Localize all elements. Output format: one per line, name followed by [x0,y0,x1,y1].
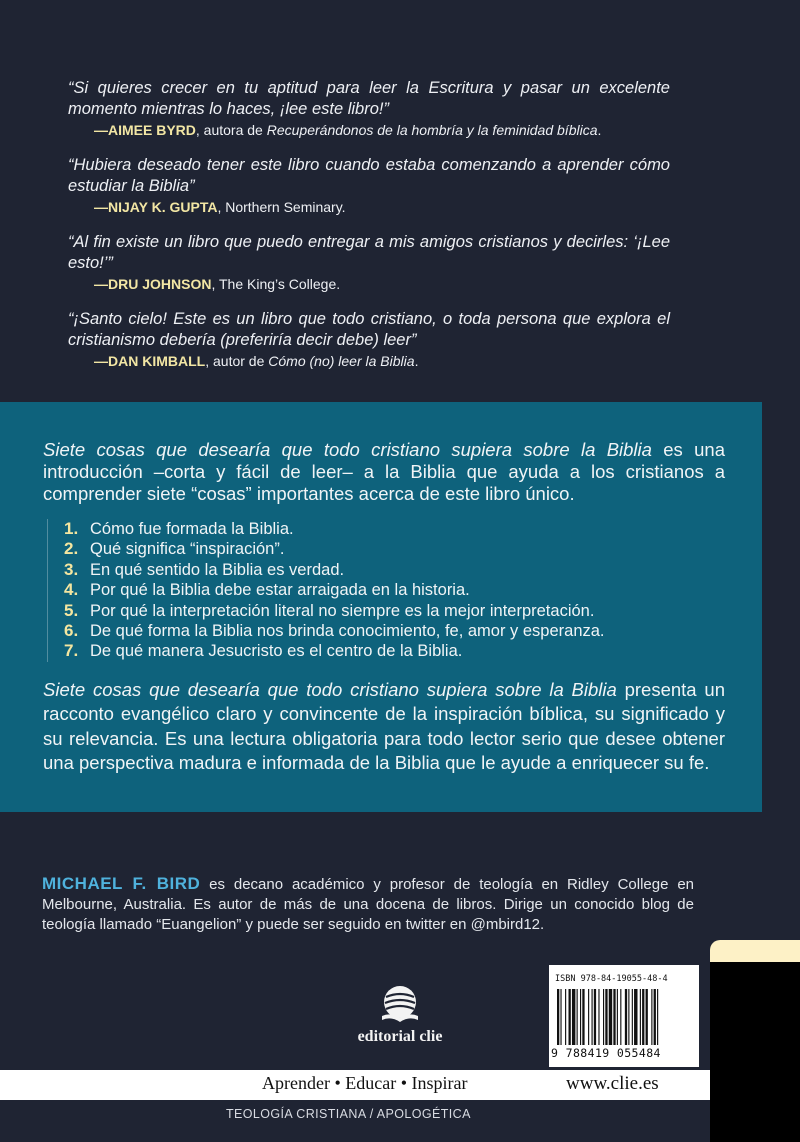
list-item [64,539,725,559]
intro-paragraph [43,439,725,505]
book-title: Siete cosas que desearía que todo cristiano supiera sobre la Biblia [43,678,617,700]
quote-author: —DAN KIMBALL [94,353,206,369]
endorsement-2 [68,155,670,217]
quote-text: “Al fin existe un libro que puedo entregar a mis amigos cristianos y decirles: ‘¡Lee esto!’” [68,233,670,272]
slogan-strip [0,1070,710,1100]
quote-attribution [94,275,670,294]
genre-label: TEOLOGÍA CRISTIANA / APOLOGÉTICA [226,1107,471,1121]
list-number: 5. [64,600,79,620]
publisher-website: www.clie.es [566,1073,659,1094]
quote-text: “¡Santo cielo! Este es un libro que todo cristiano, o toda persona que explora el cristianismo debería (preferiría decir debe) leer” [68,310,670,349]
bio-text: es decano académico y profesor de teología en Ridley College en Melbourne, Australia. Es autor de más de una docena de libros. Dirige un conocido blog de teología llamado “Euangelion” y puede ser seguido en twitter en @mbird12. [42,876,694,933]
publisher-logo [340,985,460,1065]
intro-text: es una introducción –corta y fácil de leer– a la Biblia que ayuda a los cristianos a comprender siete “cosas” importantes acerca de este libro único. [43,439,725,504]
quote-affiliation: , autor de [205,353,269,369]
description-content [43,439,725,776]
open-book-globe-icon [376,985,424,1027]
description-panel [0,402,762,812]
publisher-name: editorial clie [357,1028,443,1045]
summary-paragraph [43,678,725,776]
list-text: Qué significa “inspiración”. [90,540,285,559]
quote-attribution [94,198,670,217]
endorsement-4 [68,309,670,371]
list-number: 3. [64,559,79,579]
list-text: Por qué la interpretación literal no siempre es la mejor interpretación. [90,601,595,620]
list-item [64,560,725,580]
barcode-icon [555,989,693,1047]
list-number: 1. [64,519,79,538]
list-text: En qué sentido la Biblia es verdad. [90,560,345,579]
isbn-label: ISBN 978-84-19055-48-4 [555,974,668,984]
endorsement-1 [68,78,670,140]
list-number: 7. [64,641,79,661]
summary-text: presenta un racconto evangélico claro y convincente de la inspiración bíblica, su significado y su relevancia. Es una lectura obligatoria para todo lector serio que desee obtener una perspectiva madura e informada de la Biblia que le ayude a enriquecer su fe. [43,678,725,774]
cover-tab [710,940,800,1142]
bio-author-name: MICHAEL F. BIRD [42,874,201,893]
quote-attribution [94,352,670,371]
quote-author: —NIJAY K. GUPTA [94,199,218,215]
quote-author: —AIMEE BYRD [94,122,196,138]
isbn-number: 9 788419 055484 [551,1046,661,1060]
list-item [64,519,725,539]
list-text: Por qué la Biblia debe estar arraigada en la historia. [90,581,470,600]
list-item [64,601,725,621]
tab-highlight [710,940,800,962]
quote-author: —DRU JOHNSON [94,276,212,292]
quote-source-title: Cómo (no) leer la Biblia [268,353,415,369]
isbn-barcode [549,965,699,1067]
author-bio [42,874,694,935]
endorsement-3 [68,232,670,294]
seven-things-list [47,519,725,662]
quote-end: . [414,353,419,369]
quote-affiliation: , autora de [195,122,267,138]
list-text: Cómo fue formada la Biblia. [90,520,294,538]
list-text: De qué manera Jesucristo es el centro de la Biblia. [90,642,463,661]
endorsements [68,78,670,386]
quote-text: “Hubiera deseado tener este libro cuando estaba comenzando a aprender cómo estudiar la Biblia” [68,156,670,195]
quote-affiliation: , Northern Seminary. [217,199,346,215]
quote-end: . [597,122,602,138]
quote-text: “Si quieres crecer en tu aptitud para leer la Escritura y pasar un excelente momento mientras lo haces, ¡lee este libro!” [68,79,670,118]
quote-affiliation: , The King’s College. [211,276,341,292]
book-title: Siete cosas que desearía que todo cristiano supiera sobre la Biblia [43,439,652,460]
list-item [64,641,725,661]
list-item [64,580,725,600]
list-item [64,621,725,641]
list-number: 6. [64,621,79,641]
quote-source-title: Recuperándonos de la hombría y la feminidad bíblica [266,122,598,138]
publisher-slogan: Aprender • Educar • Inspirar [262,1073,468,1093]
list-text: De qué forma la Biblia nos brinda conocimiento, fe, amor y esperanza. [90,622,605,641]
quote-attribution [94,121,670,140]
list-number: 4. [64,580,79,600]
list-number: 2. [64,539,79,559]
